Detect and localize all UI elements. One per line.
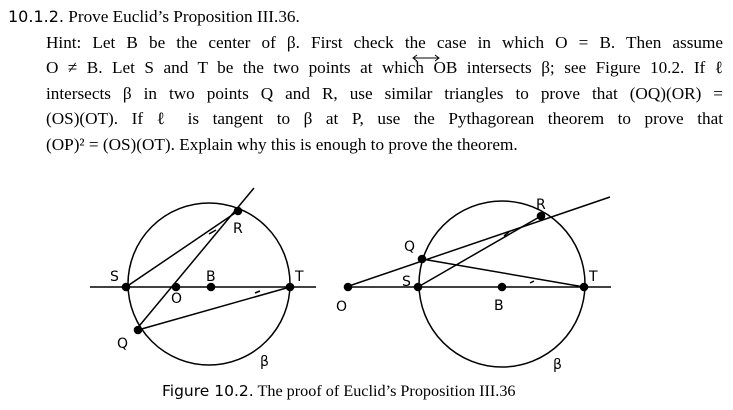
left-point-q [134, 326, 143, 335]
ob-double-arrow [413, 55, 439, 61]
left-label-r: R [233, 221, 243, 237]
right-label-beta: β [553, 357, 562, 373]
right-points [344, 212, 589, 292]
right-point-q [418, 255, 427, 264]
hint-line-1: Hint: Let B be the center of β. First check the case in which O = B. Then assume [46, 32, 723, 52]
caption-text: The proof of Euclid’s Proposition III.36 [257, 382, 516, 400]
left-chord-qt [138, 287, 290, 330]
right-point-t [580, 283, 589, 292]
right-point-s [414, 283, 423, 292]
hint-line-4: (OS)(OT). If ℓ is tangent to β at P, use the Pythagorean theorem to prove that [46, 109, 723, 128]
right-label-o: O [336, 299, 348, 315]
right-chord-qt [422, 259, 584, 287]
hint-line-2: O ≠ B. Let S and T be the two points at which OB intersects β; see Figure 10.2. If ℓ [46, 58, 723, 77]
left-label-o: O [171, 291, 183, 307]
left-tick-t [255, 291, 260, 293]
left-label-t: T [295, 269, 304, 285]
hint-line-5: (OP)² = (OS)(OT). Explain why this is enough to prove the theorem. [46, 134, 518, 154]
figure-caption [162, 382, 516, 401]
problem-title: Prove Euclid’s Proposition III.36. [68, 7, 300, 26]
left-label-s: S [110, 269, 119, 285]
caption-label: Figure 10.2. [162, 382, 254, 400]
right-label-s: S [402, 274, 411, 290]
problem-number: 10.1.2. [8, 7, 64, 26]
right-label-r: R [536, 197, 546, 213]
right-label-b: B [494, 298, 504, 314]
right-line-oqr [346, 197, 610, 287]
right-point-b [498, 283, 507, 292]
left-point-t [286, 283, 295, 292]
left-point-s [122, 283, 131, 292]
right-label-q: Q [404, 239, 416, 255]
right-label-t: T [589, 269, 598, 285]
left-point-r [234, 207, 243, 216]
right-tick-t [530, 281, 534, 283]
left-point-o [172, 283, 181, 292]
right-diagram [345, 197, 611, 367]
left-label-q: Q [117, 336, 129, 352]
left-label-beta: β [260, 354, 269, 370]
right-point-o [344, 283, 353, 292]
hint-line-3: intersects β in two points Q and R, use similar triangles to prove that (OQ)(OR) = [46, 83, 723, 103]
left-label-b: B [206, 269, 216, 285]
